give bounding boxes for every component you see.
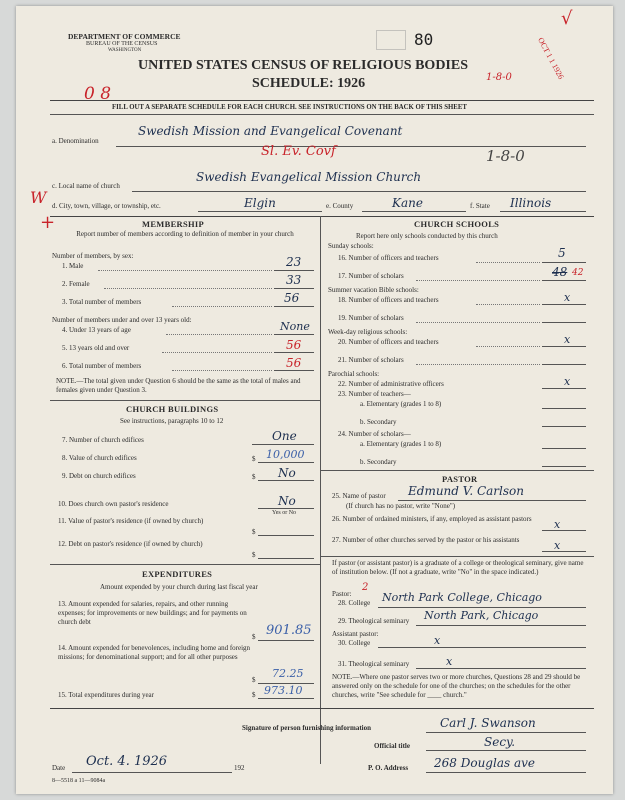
- date-label: Date: [52, 764, 66, 772]
- q23-elementary-label: a. Elementary (grades 1 to 8): [360, 400, 442, 408]
- q17-value: 48: [552, 265, 568, 279]
- q15-label: 15. Total expenditures during year: [58, 691, 154, 699]
- q31-value: x: [446, 655, 453, 668]
- residence-owned-value: No: [278, 494, 296, 508]
- department-label: DEPARTMENT OF COMMERCE: [68, 32, 181, 41]
- by-sex-label: Number of members, by sex:: [52, 252, 134, 260]
- pastor-label: Pastor:: [332, 590, 352, 598]
- q29-value: North Park, Chicago: [424, 609, 539, 622]
- q28-label: 28. College: [338, 599, 371, 607]
- pastor-rule: [320, 470, 594, 471]
- form-number: 8—5518 a 11—9084a: [52, 778, 106, 784]
- membership-heading: MEMBERSHIP: [142, 219, 205, 229]
- q24-label: 24. Number of scholars—: [338, 430, 411, 438]
- q14-value: 72.25: [272, 667, 304, 680]
- q14-label: 14. Amount expended for benevolences, including home and foreign missions; for denominational support; and for all other purposes: [58, 644, 251, 661]
- official-title-label: Official title: [374, 742, 410, 750]
- male-value: 23: [286, 255, 302, 269]
- q24-elementary-label: a. Elementary (grades 1 to 8): [360, 440, 442, 448]
- yes-no-hint: Yes or No: [272, 510, 297, 516]
- county-value: Kane: [392, 196, 423, 210]
- margin-mark-code: 1-8-0: [486, 72, 512, 83]
- section-top-rule: [50, 216, 594, 217]
- year-suffix: 192: [234, 764, 245, 772]
- received-date-stamp: OCT 1 1 1926: [536, 36, 566, 81]
- q17-correction: 42: [572, 268, 584, 278]
- q25-value: Edmund V. Carlson: [408, 484, 524, 498]
- q25-note: (If church has no pastor, write "None"): [346, 502, 456, 510]
- female-label: 2. Female: [62, 280, 90, 288]
- signature-label: Signature of person furnishing information: [242, 724, 371, 732]
- state-label: f. State: [470, 202, 490, 210]
- edifice-debt-label: 9. Debt on church edifices: [62, 472, 136, 480]
- over-13-value: 56: [286, 338, 302, 352]
- edifice-debt-value: No: [278, 466, 296, 480]
- q27-label: 27. Number of other churches served by the pastor or his assistants: [332, 536, 520, 544]
- total-members-label: 3. Total number of members: [62, 298, 142, 306]
- church-edifices-label: 7. Number of church edifices: [62, 436, 144, 444]
- residence-debt-label: 12. Debt on pastor's residence (if owned by church): [58, 540, 203, 548]
- schools-heading: CHURCH SCHOOLS: [414, 219, 500, 229]
- parochial-label: Parochial schools:: [328, 370, 380, 378]
- local-name-value: Swedish Evangelical Mission Church: [196, 170, 422, 184]
- residence-owned-label: 10. Does church own pastor's residence: [58, 500, 169, 508]
- q20-label: 20. Number of officers and teachers: [338, 338, 439, 346]
- q30-label: 30. College: [338, 639, 371, 647]
- total-by-age-value: 56: [286, 356, 302, 370]
- instructions-banner: FILL OUT A SEPARATE SCHEDULE FOR EACH CHURCH. SEE INSTRUCTIONS ON THE BACK OF THIS SHEET: [112, 104, 467, 111]
- official-title-value: Secy.: [484, 735, 516, 749]
- form-title: UNITED STATES CENSUS OF RELIGIOUS BODIES: [138, 58, 469, 73]
- q23-label: 23. Number of teachers—: [338, 390, 411, 398]
- q16-label: 16. Number of officers and teachers: [338, 254, 439, 262]
- q15-value: 973.10: [264, 684, 303, 697]
- expenditures-heading: EXPENDITURES: [142, 569, 213, 579]
- address-label: P. O. Address: [368, 764, 409, 772]
- q13-value: 901.85: [266, 623, 312, 638]
- header-rule: [50, 100, 594, 101]
- buildings-sub: See instructions, paragraphs 10 to 12: [120, 417, 224, 425]
- sunday-label: Sunday schools:: [328, 242, 374, 250]
- q19-label: 19. Number of scholars: [338, 314, 404, 322]
- header-rule-2: [50, 114, 594, 115]
- q22-label: 22. Number of administrative officers: [338, 380, 444, 388]
- total-members-value: 56: [284, 291, 300, 305]
- denomination-label: a. Denomination: [52, 137, 99, 145]
- form-subtitle: SCHEDULE: 1926: [252, 76, 366, 91]
- date-value: Oct. 4. 1926: [86, 754, 168, 769]
- q18-value: x: [564, 291, 571, 304]
- state-line: [500, 211, 586, 212]
- county-line: [362, 211, 466, 212]
- q29-label: 29. Theological seminary: [338, 617, 410, 625]
- stamp-box: [376, 30, 406, 50]
- margin-mark-08: 0 8: [84, 84, 112, 104]
- county-label: e. County: [326, 202, 354, 210]
- membership-note: NOTE.—The total given under Question 6 should be the same as the total of males and females given under Question 3.: [56, 377, 301, 394]
- schools-intro: Report here only schools conducted by this church: [356, 232, 498, 240]
- age-intro: Number of members under and over 13 years old:: [52, 316, 192, 324]
- local-name-label: c. Local name of church: [52, 182, 120, 190]
- residence-value-label: 11. Value of pastor's residence (if owned by church): [58, 517, 204, 525]
- q24-secondary-label: b. Secondary: [360, 458, 397, 466]
- denomination-code: Sl. Ev. Covf: [261, 144, 336, 159]
- signature-rule: [50, 708, 594, 709]
- expenditures-rule: [50, 564, 320, 565]
- city-value: Elgin: [244, 196, 276, 210]
- under-13-label: 4. Under 13 years of age: [62, 326, 131, 334]
- state-value: Illinois: [510, 196, 552, 210]
- margin-mark-w: W: [30, 188, 47, 207]
- city-line: [198, 211, 322, 212]
- pastor-note: NOTE.—Where one pastor serves two or more churches, Questions 28 and 29 should be answered only on the schedule for one of the churches; on the schedules for the other churches, write "See schedule for ____ church.": [332, 673, 581, 699]
- graduate-note: If pastor (or assistant pastor) is a graduate of a college or theological seminary, give name of institution below. (If not a graduate, write "No" in the space indicated.): [332, 559, 584, 576]
- buildings-rule: [50, 400, 320, 401]
- q20-value: x: [564, 333, 571, 346]
- address-value: 268 Douglas ave: [434, 756, 535, 770]
- check-mark: √: [561, 8, 573, 29]
- weekday-label: Week-day religious schools:: [328, 328, 408, 336]
- q30-value: x: [434, 634, 441, 647]
- q31-label: 31. Theological seminary: [338, 660, 410, 668]
- q28-value: North Park College, Chicago: [382, 591, 542, 604]
- bureau-label: BUREAU OF THE CENSUS: [86, 41, 158, 47]
- edifice-value-label: 8. Value of church edifices: [62, 454, 137, 462]
- pastor-heading: PASTOR: [442, 474, 478, 484]
- column-divider: [320, 216, 321, 764]
- local-name-line: [132, 191, 586, 192]
- expenditures-sub: Amount expended by your church during last fiscal year: [100, 583, 258, 591]
- q17-label: 17. Number of scholars: [338, 272, 404, 280]
- q16-value: 5: [558, 246, 566, 260]
- q23-secondary-label: b. Secondary: [360, 418, 397, 426]
- q22-value: x: [564, 375, 571, 388]
- q27-value: x: [554, 539, 561, 552]
- buildings-heading: CHURCH BUILDINGS: [126, 404, 219, 414]
- q26-label: 26. Number of ordained ministers, if any, employed as assistant pastors: [332, 515, 532, 523]
- q25-label: 25. Name of pastor: [332, 492, 386, 500]
- signature-value: Carl J. Swanson: [440, 716, 536, 730]
- q26-value: x: [554, 518, 561, 531]
- denomination-value: Swedish Mission and Evangelical Covenant: [138, 124, 403, 138]
- female-value: 33: [286, 273, 302, 287]
- stamp-number: 80: [414, 30, 434, 49]
- summer-label: Summer vacation Bible schools:: [328, 286, 419, 294]
- under-13-value: None: [280, 320, 310, 333]
- male-label: 1. Male: [62, 262, 84, 270]
- denomination-code-2: 1-8-0: [486, 147, 525, 165]
- over-13-label: 5. 13 years old and over: [62, 344, 130, 352]
- church-edifices-value: One: [272, 429, 297, 443]
- assistant-pastor-label: Assistant pastor:: [332, 630, 379, 638]
- margin-mark-plus: +: [40, 212, 56, 233]
- total-by-age-label: 6. Total number of members: [62, 362, 142, 370]
- q18-label: 18. Number of officers and teachers: [338, 296, 439, 304]
- membership-intro: Report number of members according to definition of member in your church: [76, 230, 294, 238]
- city-field-label: d. City, town, village, or township, etc.: [52, 202, 161, 210]
- q21-label: 21. Number of scholars: [338, 356, 404, 364]
- edifice-value-value: 10,000: [266, 448, 305, 461]
- census-schedule-sheet: DEPARTMENT OF COMMERCE BUREAU OF THE CENSUS WASHINGTON 80 OCT 1 1 1926 √ UNITED STATES CENSUS OF RELIGIOUS BODIES SCHEDULE: 1926 0 8 1-8-0 FILL OUT A SEPARATE SCHEDULE FOR EACH CHURCH. SEE INSTRUCTIONS ON THE BACK OF THIS SHEET a. Denomination Swedish Mission and Evangelical Covenant Sl. Ev. Covf 1-8-0 c. Local name of church Swedish Evangelical Mission Church d. City, town, village, or township, etc. Elgin e. County Kane f. State Illinois W + MEMBERSHIP Report number of members according to definition of member in your church Number of members, by sex: 1. Male 23 2. Female 33 3. Total number of members 56 Number of members under and over 13 years old: 4. Under 13 years of age None 5. 13 years old and over 56 6. Total number of members 56 NOTE.—The total given under Question 6 should be the same as the total of males and females given under Question 3. CHURCH BUILDINGS See instructions, paragraphs 10 to 12 7. Number of church edifices One 8. Value of church edifices $ 10,000 9. Debt on church edifices $ No 10. Does church own pastor's residence No Yes or No 11. Value of pastor's residence (if owned by church) $ 12. Debt on pastor's residence (if owned by church) $ EXPENDITURES Amount expended by your church during last fiscal year 13. Amount expended for salaries, repairs, and other running expenses; for improvements or new buildings; and for payments on church debt $ 901.85 14. Amount expended for benevolences, including home and foreign missions; for denominational support; and for all other purposes $ 72.25 15. Total expenditures during year $ 973.10 CHURCH SCHOOLS Report here only schools conducted by this church Sunday schools: 16. Number of officers and teachers 5 17. Number of scholars 48 42 Summer vacation Bible schools: 18. Number of officers and teachers x 19. Number of scholars Week-day religious schools: 20. Number of officers and teachers x 21. Number of scholars Parochial schools: 22. Number of administrative officers x 23. Number of teachers— a. Elementary (grades 1 to 8) b. Secondary 24. Number of scholars— a. Elementary (grades 1 to 8) b. Secondary PASTOR 25. Name of pastor Edmund V. Carlson (If church has no pastor, write "None") 26. Number of ordained ministers, if any, employed as assistant pastors x 27. Number of other churches served by the pastor or his assistants x If pastor (or assistant pastor) is a graduate of a college or theological seminary, give name of institution below. (If not a graduate, write "No" in the space indicated.) Pastor: 2 28. College North Park College, Chicago 29. Theological seminary North Park, Chicago Assistant pastor: 30. College x 31. Theological seminary x NOTE.—Where one pastor serves two or more churches, Questions 28 and 29 should be answered only on the schedule for one of the churches; on the schedules for the other churches, write "See schedule for ____ church." Signature of person furnishing information Carl J. Swanson Official title Secy. Date Oct. 4. 1926 192 P. O. Address 268 Douglas ave 8—5518 a 11—9084a: [16, 6, 613, 794]
- q13-label: 13. Amount expended for salaries, repairs, and other running expenses; for improvements or new buildings; and for payments on church debt: [58, 600, 247, 626]
- city-label: WASHINGTON: [108, 48, 142, 53]
